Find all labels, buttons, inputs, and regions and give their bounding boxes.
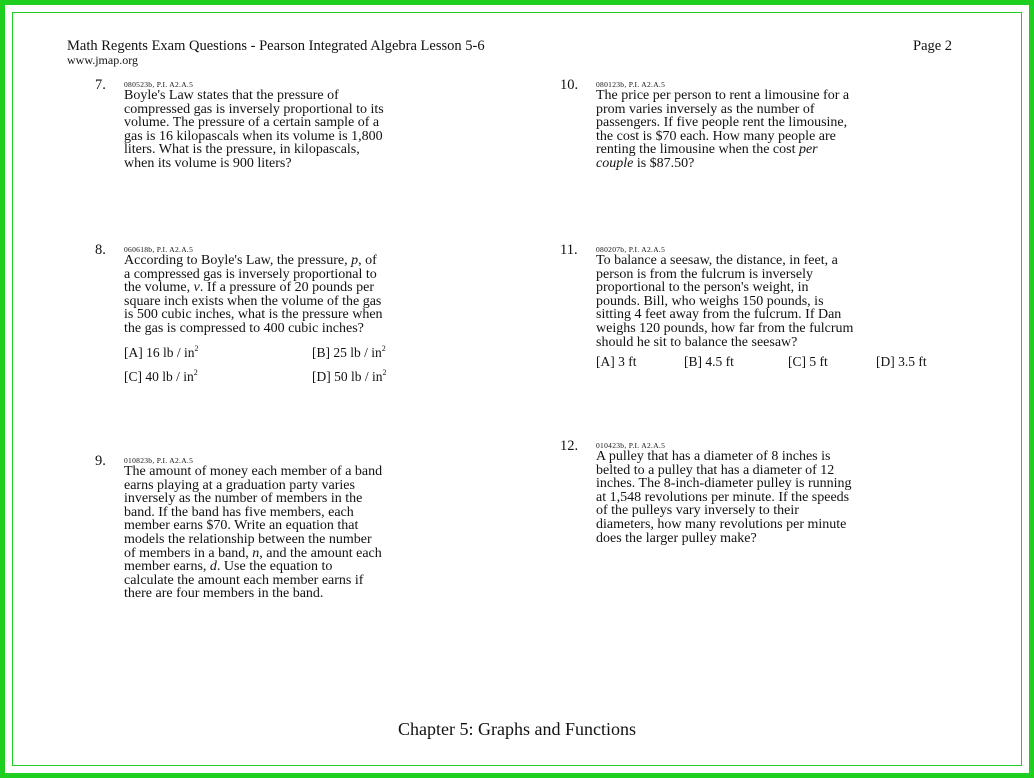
text-line: band. If the band has five members, each bbox=[124, 504, 354, 520]
text-line: Boyle's Law states that the pressure of bbox=[124, 88, 339, 103]
text-line: member earns $70. Write an equation that bbox=[124, 518, 359, 534]
question-number: 12. bbox=[560, 438, 579, 454]
text-line: sitting 4 feet away from the fulcrum. If Dan bbox=[596, 307, 842, 323]
text-line: there are four members in the band. bbox=[124, 586, 324, 602]
text-line: of members in a band, n, and the amount each bbox=[124, 545, 382, 561]
choice-b: [B] 4.5 ft bbox=[684, 354, 734, 369]
text-line: models the relationship between the number bbox=[124, 531, 372, 547]
text-line: weighs 120 pounds, how far from the fulcrum bbox=[596, 320, 854, 336]
text-line: the volume, v. If a pressure of 20 pounds per bbox=[124, 280, 375, 296]
question-code: 060618b, P.I. A2.A.5 bbox=[124, 245, 194, 254]
question-text bbox=[124, 465, 496, 601]
text-line: According to Boyle's Law, the pressure, p, of bbox=[124, 253, 377, 268]
text-line: pounds. Bill, who weighs 150 pounds, is bbox=[596, 293, 824, 309]
text-line: square inch exists when the volume of the gas bbox=[124, 293, 382, 309]
text-line: volume. The pressure of a certain sample of a bbox=[124, 115, 380, 131]
choice-c: [C] 40 lb / $in^2$ bbox=[124, 368, 198, 384]
text-line: calculate the amount each member earns if bbox=[124, 572, 364, 588]
text-line: the cost is $70 each. How many people are bbox=[596, 128, 836, 144]
text-line: belted to a pulley that has a diameter of 12 bbox=[596, 462, 835, 478]
text-line: is 500 cubic inches, what is the pressure when bbox=[124, 307, 383, 323]
text-line: at 1,548 revolutions per minute. If the speeds bbox=[596, 489, 850, 505]
text-line: To balance a seesaw, the distance, in feet, a bbox=[596, 253, 838, 268]
choice-d: [D] 3.5 ft bbox=[876, 354, 927, 369]
choice-a: [A] 3 ft bbox=[596, 354, 637, 369]
text-line: The price per person to rent a limousine for a bbox=[596, 88, 850, 103]
page-number: Page 2 bbox=[913, 38, 953, 54]
text-line: renting the limousine when the cost per bbox=[596, 142, 818, 158]
header-url: www.jmap.org bbox=[67, 53, 138, 67]
text-line: inversely as the number of members in the bbox=[124, 491, 363, 507]
choice-c: [C] 5 ft bbox=[788, 354, 828, 369]
question-text bbox=[596, 450, 968, 545]
text-line: compressed gas is inversely proportional to its bbox=[124, 101, 384, 117]
text-line: The amount of money each member of a band bbox=[124, 464, 383, 479]
text-line: should he sit to balance the seesaw? bbox=[596, 334, 798, 350]
question-number: 7. bbox=[95, 77, 106, 93]
question-code: 080523b, P.I. A2.A.5 bbox=[124, 80, 194, 89]
text-line: passengers. If five people rent the limousine, bbox=[596, 115, 848, 131]
choice-a: [A] 16 lb / $in^2$ bbox=[124, 344, 199, 360]
text-line: person is from the fulcrum is inversely bbox=[596, 266, 813, 282]
text-line: liters. What is the pressure, in kilopascals, bbox=[124, 142, 360, 158]
choice-b: [B] 25 lb / $in^2$ bbox=[312, 344, 386, 360]
text-line: when its volume is 900 liters? bbox=[124, 155, 292, 171]
question-code: 010423b, P.I. A2.A.5 bbox=[596, 441, 666, 450]
text-line: of the pulleys vary inversely to their bbox=[596, 503, 799, 519]
header-title: Math Regents Exam Questions - Pearson Integrated Algebra Lesson 5-6 bbox=[67, 38, 485, 54]
text-line: couple is $87.50? bbox=[596, 155, 695, 171]
choice-d: [D] 50 lb / $in^2$ bbox=[312, 368, 387, 384]
question-number: 10. bbox=[560, 77, 579, 93]
text-line: earns playing at a graduation party varies bbox=[124, 477, 355, 493]
question-code: 080123b, P.I. A2.A.5 bbox=[596, 80, 666, 89]
text-line: diameters, how many revolutions per minute bbox=[596, 516, 847, 532]
text-line: inches. The 8-inch-diameter pulley is running bbox=[596, 476, 852, 492]
text-line: the gas is compressed to 400 cubic inches? bbox=[124, 320, 364, 336]
question-number: 11. bbox=[560, 242, 578, 258]
question-number: 8. bbox=[95, 242, 106, 258]
question-code: 080207b, P.I. A2.A.5 bbox=[596, 245, 666, 254]
question-code: 010823b, P.I. A2.A.5 bbox=[124, 456, 194, 465]
question-text bbox=[596, 89, 968, 171]
question-text bbox=[124, 89, 496, 171]
question-text bbox=[124, 254, 496, 336]
question-number: 9. bbox=[95, 453, 106, 469]
text-line: member earns, d. Use the equation to bbox=[124, 559, 333, 575]
chapter-footer: Chapter 5: Graphs and Functions bbox=[398, 719, 636, 739]
text-line: A pulley that has a diameter of 8 inches is bbox=[596, 449, 831, 464]
text-line: a compressed gas is inversely proportional to bbox=[124, 266, 377, 282]
text-line: does the larger pulley make? bbox=[596, 530, 757, 546]
text-line: proportional to the person's weight, in bbox=[596, 280, 809, 296]
text-line: prom varies inversely as the number of bbox=[596, 101, 815, 117]
question-text bbox=[596, 254, 968, 349]
text-line: gas is 16 kilopascals when its volume is 1,800 bbox=[124, 128, 383, 144]
